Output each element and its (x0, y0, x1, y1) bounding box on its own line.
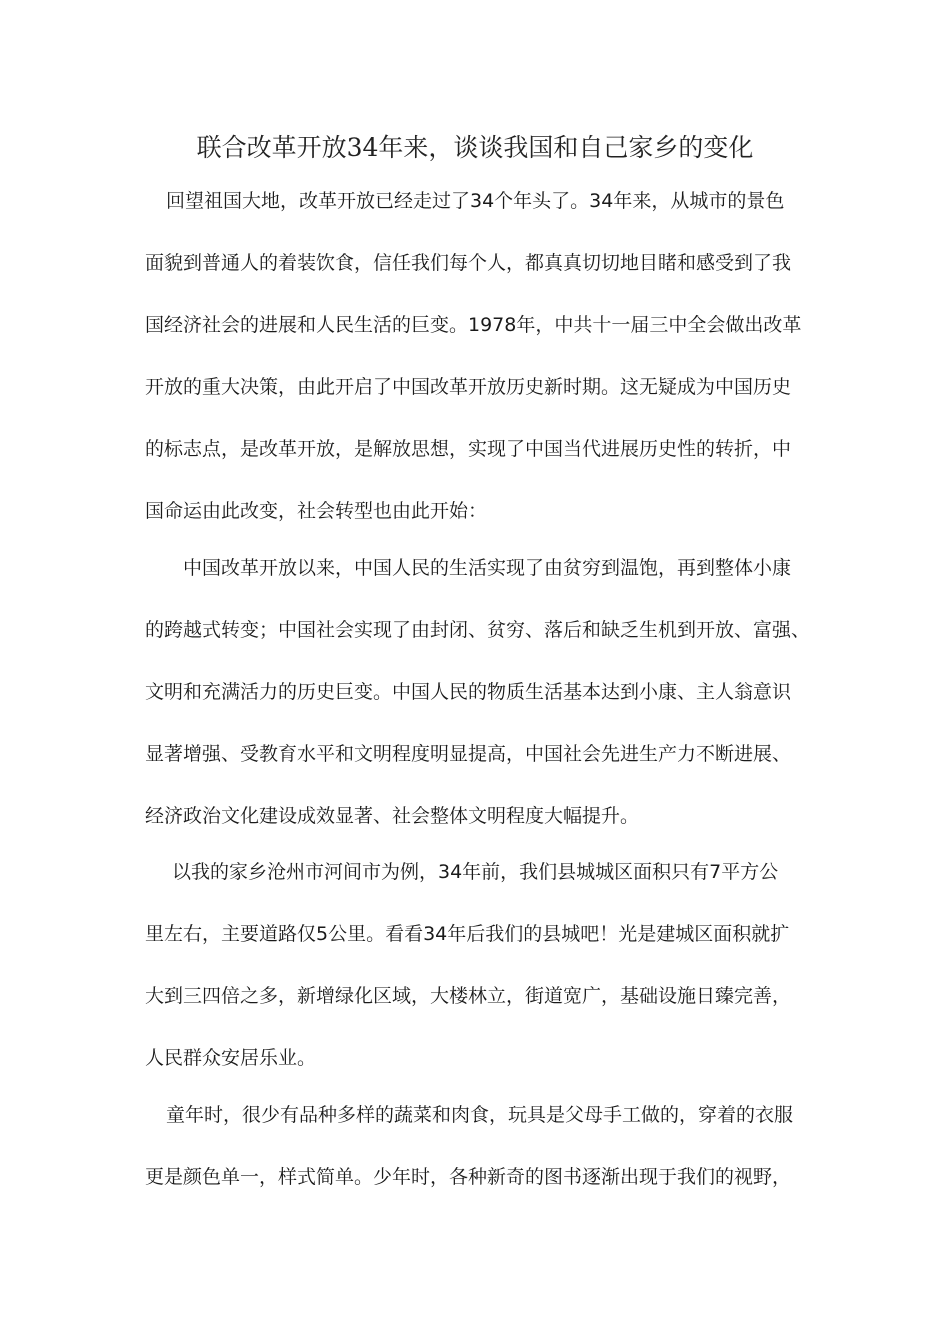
paragraph-1-line-5: 的标志点，是改革开放，是解放思想，实现了中国当代进展历史性的转折，中 (145, 438, 792, 460)
paragraph-3-line-4: 人民群众安居乐业。 (145, 1047, 317, 1069)
paragraph-2-line-2: 的跨越式转变；中国社会实现了由封闭、贫穷、落后和缺乏生机到开放、富强、 (145, 619, 811, 641)
paragraph-4-line-1: 童年时，很少有品种多样的蔬菜和肉食，玩具是父母手工做的，穿着的衣服 (166, 1104, 794, 1126)
paragraph-1-line-4: 开放的重大决策，由此开启了中国改革开放历史新时期。这无疑成为中国历史 (145, 376, 792, 398)
paragraph-2-line-4: 显著增强、受教育水平和文明程度明显提高，中国社会先进生产力不断进展、 (145, 743, 792, 765)
paragraph-2-line-3: 文明和充满活力的历史巨变。中国人民的物质生活基本达到小康、主人翁意识 (145, 681, 792, 703)
paragraph-2-line-5: 经济政治文化建设成效显著、社会整体文明程度大幅提升。 (145, 805, 640, 827)
paragraph-1-line-2: 面貌到普通人的着装饮食，信任我们每个人，都真真切切地目睹和感受到了我 (145, 252, 792, 274)
paragraph-1-line-3: 国经济社会的进展和人民生活的巨变。1978年，中共十一届三中全会做出改革 (145, 314, 802, 336)
paragraph-3-line-1: 以我的家乡沧州市河间市为例，34年前，我们县城城区面积只有7平方公 (172, 861, 779, 883)
paragraph-2-line-1: 中国改革开放以来，中国人民的生活实现了由贫穷到温饱，再到整体小康 (183, 557, 792, 579)
paragraph-1-line-6: 国命运由此改变，社会转型也由此开始： (145, 500, 488, 522)
document-title: 联合改革开放34年来，谈谈我国和自己家乡的变化 (196, 133, 754, 162)
paragraph-3-line-3: 大到三四倍之多，新增绿化区域，大楼林立，街道宽广，基础设施日臻完善， (145, 985, 792, 1007)
paragraph-1-line-1: 回望祖国大地，改革开放已经走过了34个年头了。34年来，从城市的景色 (166, 190, 785, 212)
paragraph-3-line-2: 里左右，主要道路仅5公里。看看34年后我们的县城吧！光是建城区面积就扩 (145, 923, 790, 945)
paragraph-4-line-2: 更是颜色单一，样式简单。少年时，各种新奇的图书逐渐出现于我们的视野， (145, 1166, 792, 1188)
